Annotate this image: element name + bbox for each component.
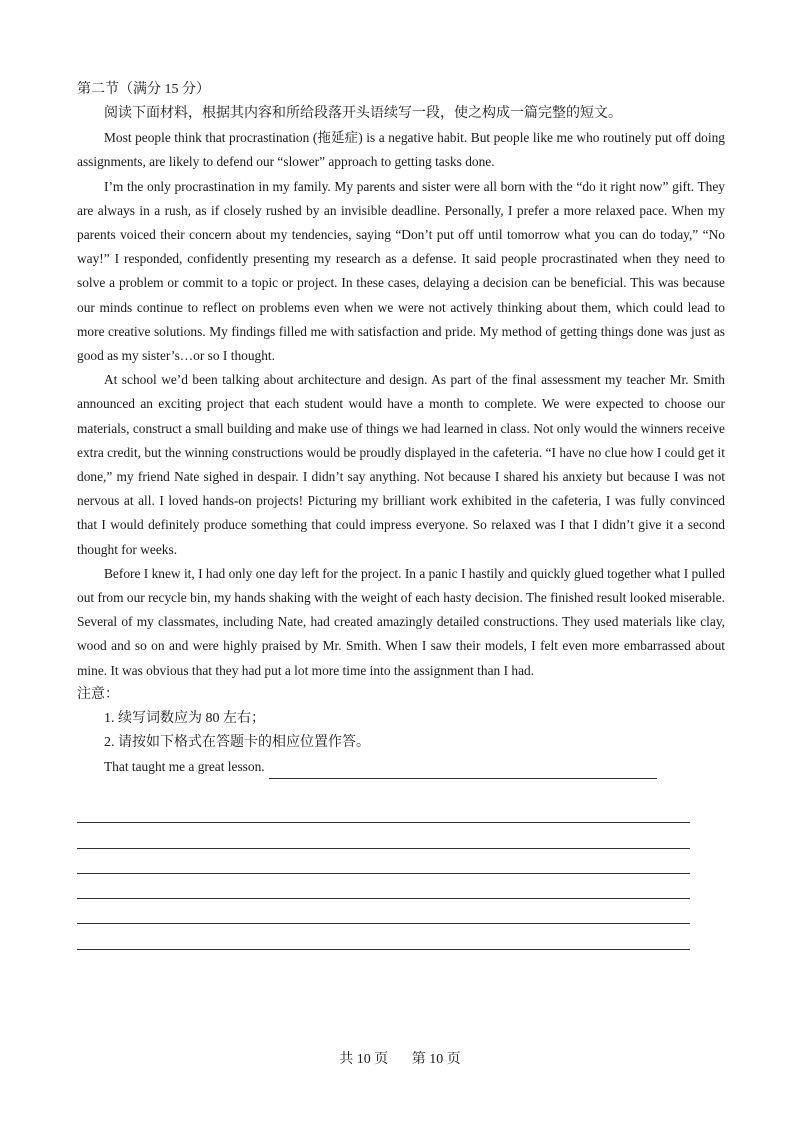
paragraph-4: Before I knew it, I had only one day left for the project. In a panic I hastily and quickly glued together what I pulled out from our recycle bin, my hands shaking with the weight of each hasty decision. The finished result looked miserable. Several of my classmates, including Nate, had created amazingly detailed constructions. They used materials like clay, wood and so on and were highly praised by Mr. Smith. When I saw their models, I felt even more embarrassed about mine. It was obvious that they had put a lot more time into the assignment than I had. (77, 565, 725, 678)
paragraph-2: I’m the only procrastination in my family. My parents and sister were all born with the “do it right now” gift. They are always in a rush, as if closely rushed by an invisible deadline. Personally, I prefer a more relaxed pace. When my parents voiced their concern about my tendencies, saying “Don’t put off until tomorrow what you can do today,” “No way!” I responded, confidently presenting my research as a defense. It said people procrastinated when they need to solve a problem or commit to a topic or project. In these cases, delaying a decision can be beneficial. This was because our minds continue to reflect on problems even when we were not actively thinking about them, which could lead to more creative solutions. My findings filled me with satisfaction and pride. My method of getting things done was just as good as my sister’s…or so I thought. (77, 178, 725, 364)
instruction-text: 阅读下面材料，根据其内容和所给段落开头语续写一段，使之构成一篇完整的短文。 (104, 106, 622, 121)
answer-rule (269, 761, 657, 779)
paragraph-3: At school we’d been talking about architecture and design. As part of the final assessment my teacher Mr. Smith announced an exciting project that each student would have a month to complete. We were expected to choose our materials, construct a small building and make use of things we had learned in class. Not only would the winners receive extra credit, but the winning constructions would be proudly displayed in the cafeteria. “I have no clue how I could get it done,” my friend Nate sighed in despair. I didn’t say anything. Not because I shared his anxiety but because I was not nervous at all. I loved hands-on projects! Picturing my brilliant work exhibited in the cafeteria, I was fully convinced that I would definitely produce something that could impress everyone. So relaxed was I that I didn’t give it a second thought for weeks. (77, 372, 725, 557)
note-title: 注意： (77, 686, 119, 702)
continuation-start-line (77, 755, 725, 779)
paragraph-1: Most people think that procrastination (拖延症) is a negative habit. But people like me who routinely put off doing assignments, are likely to defend our “slower” approach to getting tasks done. (77, 130, 725, 170)
document-body (77, 78, 725, 779)
section-title: 第二节（满分 15 分） (77, 82, 210, 97)
page-footer (0, 1048, 800, 1068)
current-page: 第 10 页 (411, 1052, 461, 1067)
answer-line (77, 823, 690, 848)
answer-line (77, 874, 690, 899)
answer-line (77, 798, 690, 823)
answer-line (77, 924, 690, 949)
note-item-2: 2. 请按如下格式在答题卡的相应位置作答。 (104, 734, 370, 750)
continuation-start-text: That taught me a great lesson. (104, 758, 265, 774)
answer-lines (77, 798, 690, 950)
total-pages: 共 10 页 (339, 1052, 389, 1067)
answer-line (77, 849, 690, 874)
answer-line (77, 899, 690, 924)
note-item-1: 1. 续写词数应为 80 左右； (104, 710, 265, 726)
